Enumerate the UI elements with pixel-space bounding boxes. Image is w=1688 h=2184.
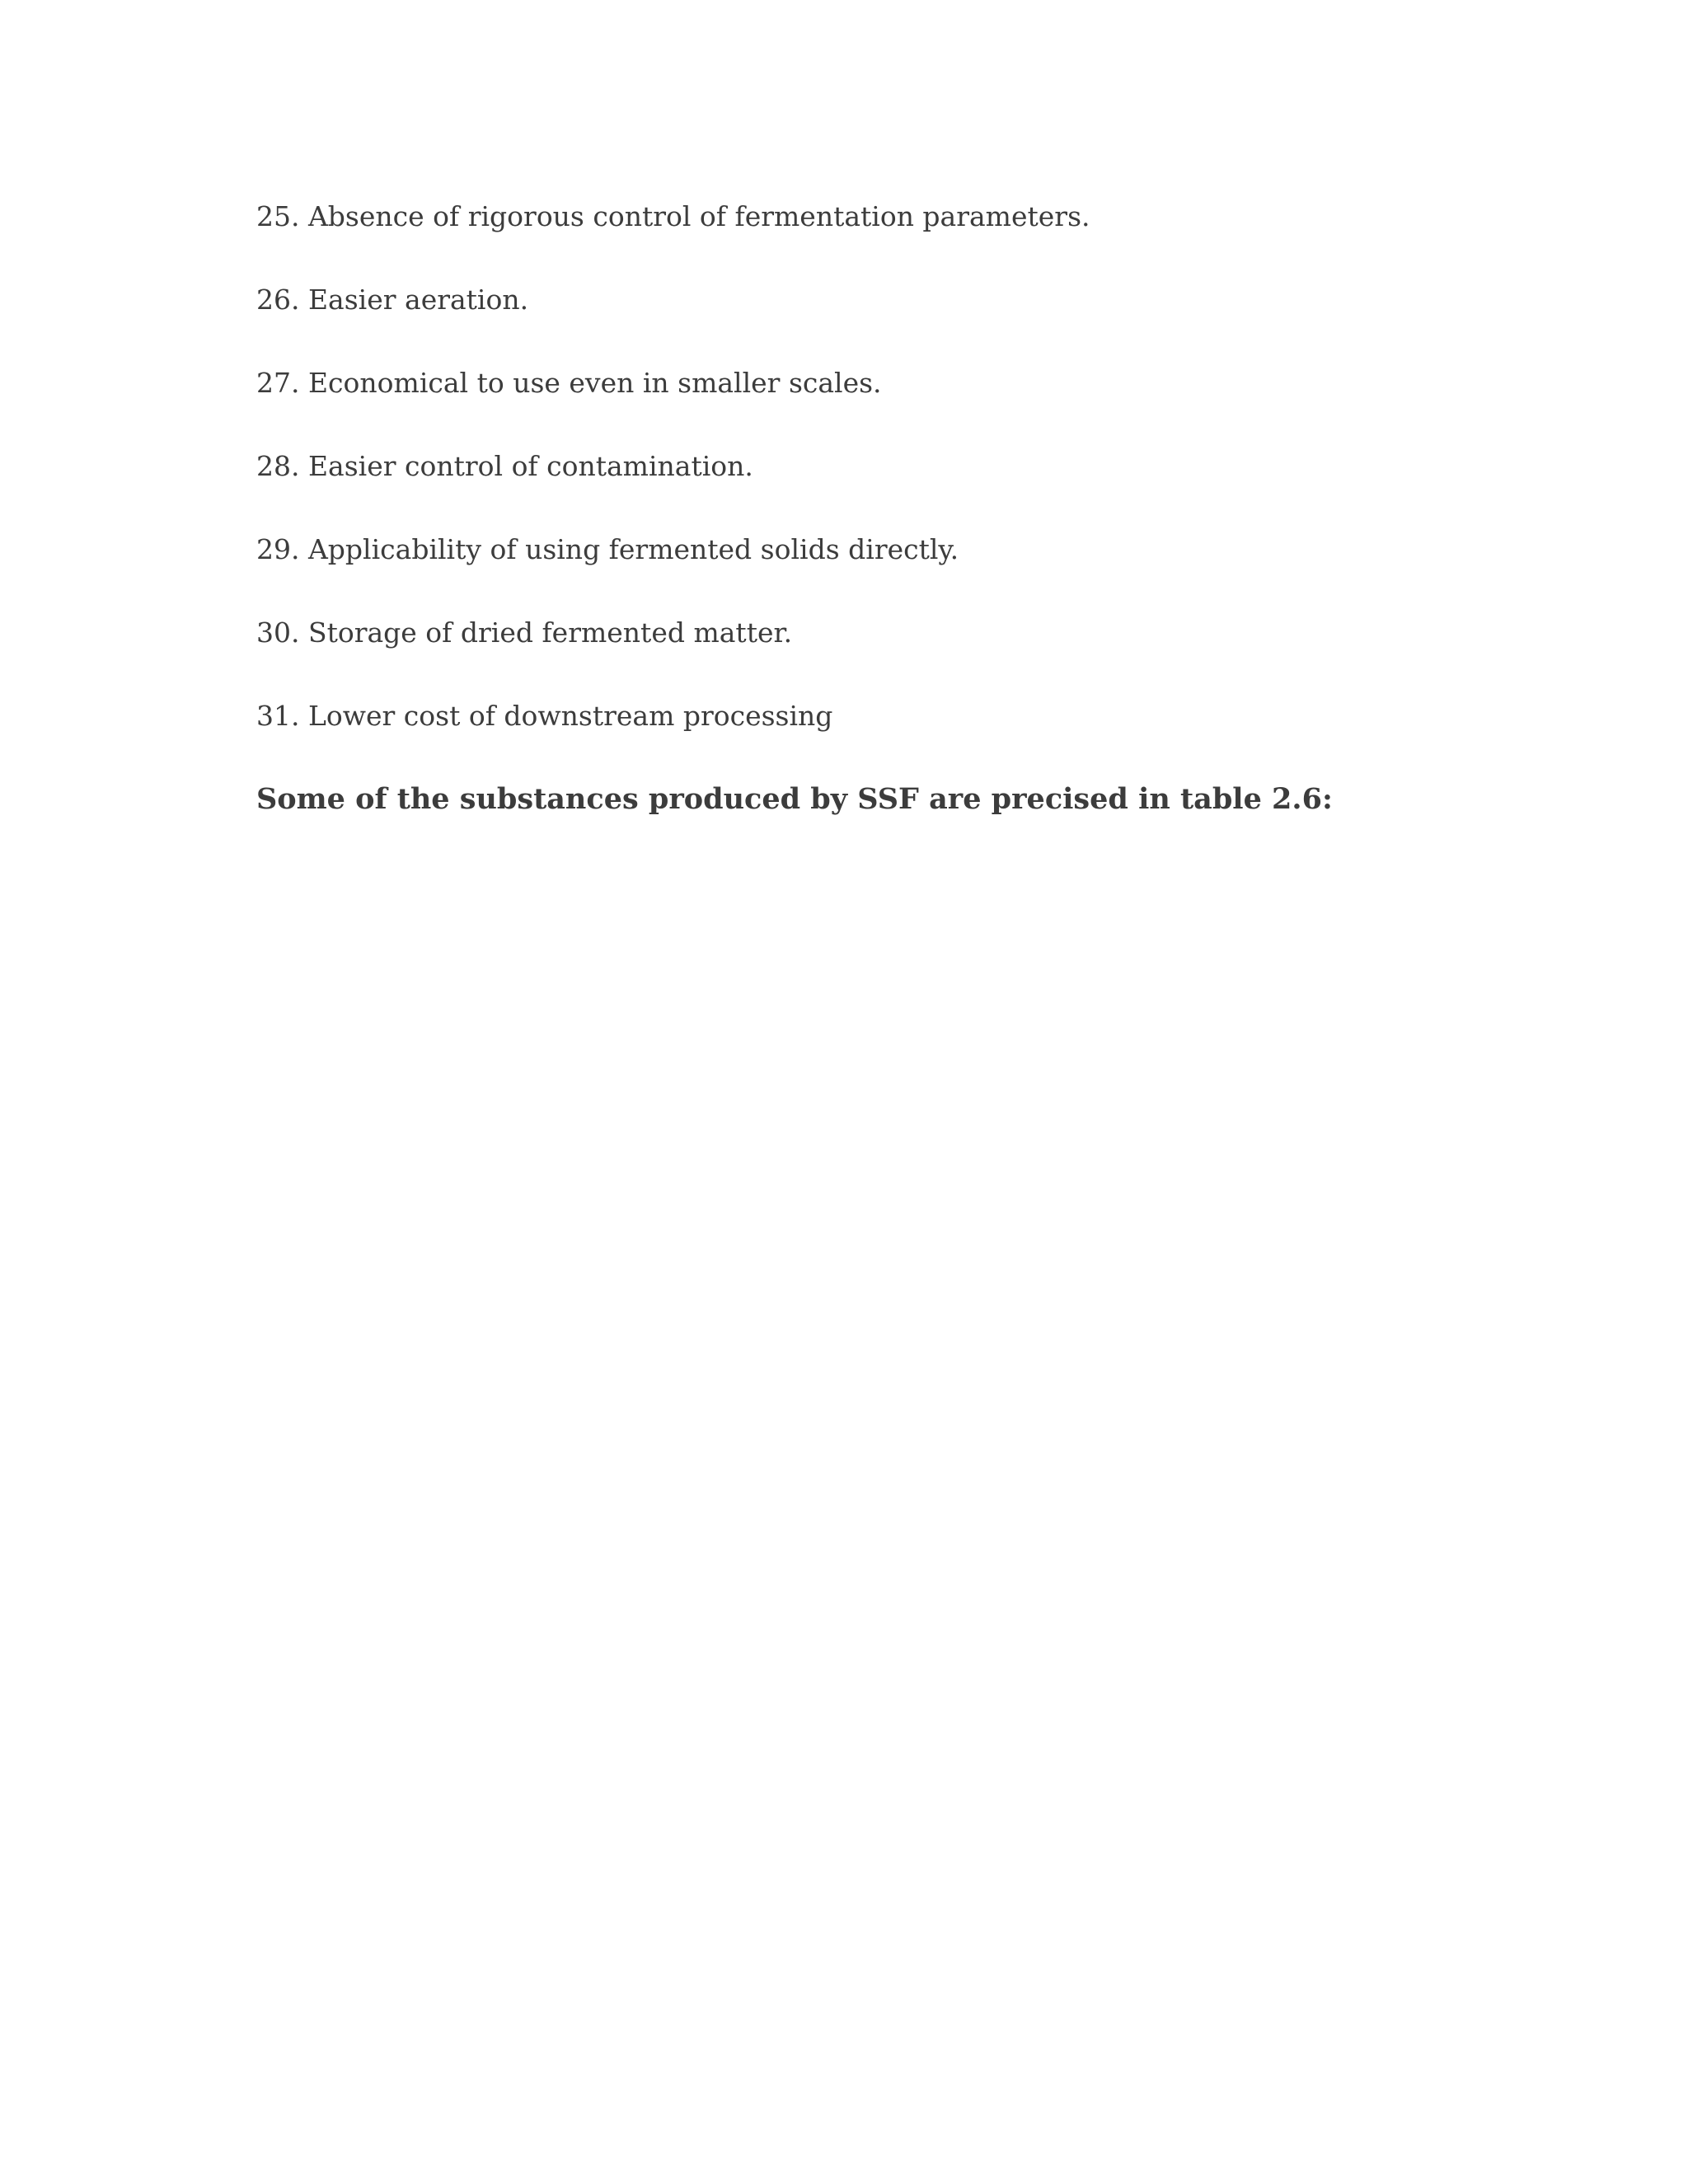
- list-item: 27. Economical to use even in smaller scales.: [256, 367, 882, 399]
- list-item: 29. Applicability of using fermented solids directly.: [256, 533, 959, 565]
- section-heading: Some of the substances produced by SSF are precised in table 2.6:: [256, 782, 1333, 816]
- list-item: 26. Easier aeration.: [256, 284, 529, 316]
- list-item: 25. Absence of rigorous control of fermentation parameters.: [256, 200, 1090, 232]
- page-content: [256, 194, 1451, 822]
- list-item: 30. Storage of dried fermented matter.: [256, 616, 793, 649]
- list-item: 31. Lower cost of downstream processing: [256, 700, 833, 732]
- list-item: 28. Easier control of contamination.: [256, 450, 753, 482]
